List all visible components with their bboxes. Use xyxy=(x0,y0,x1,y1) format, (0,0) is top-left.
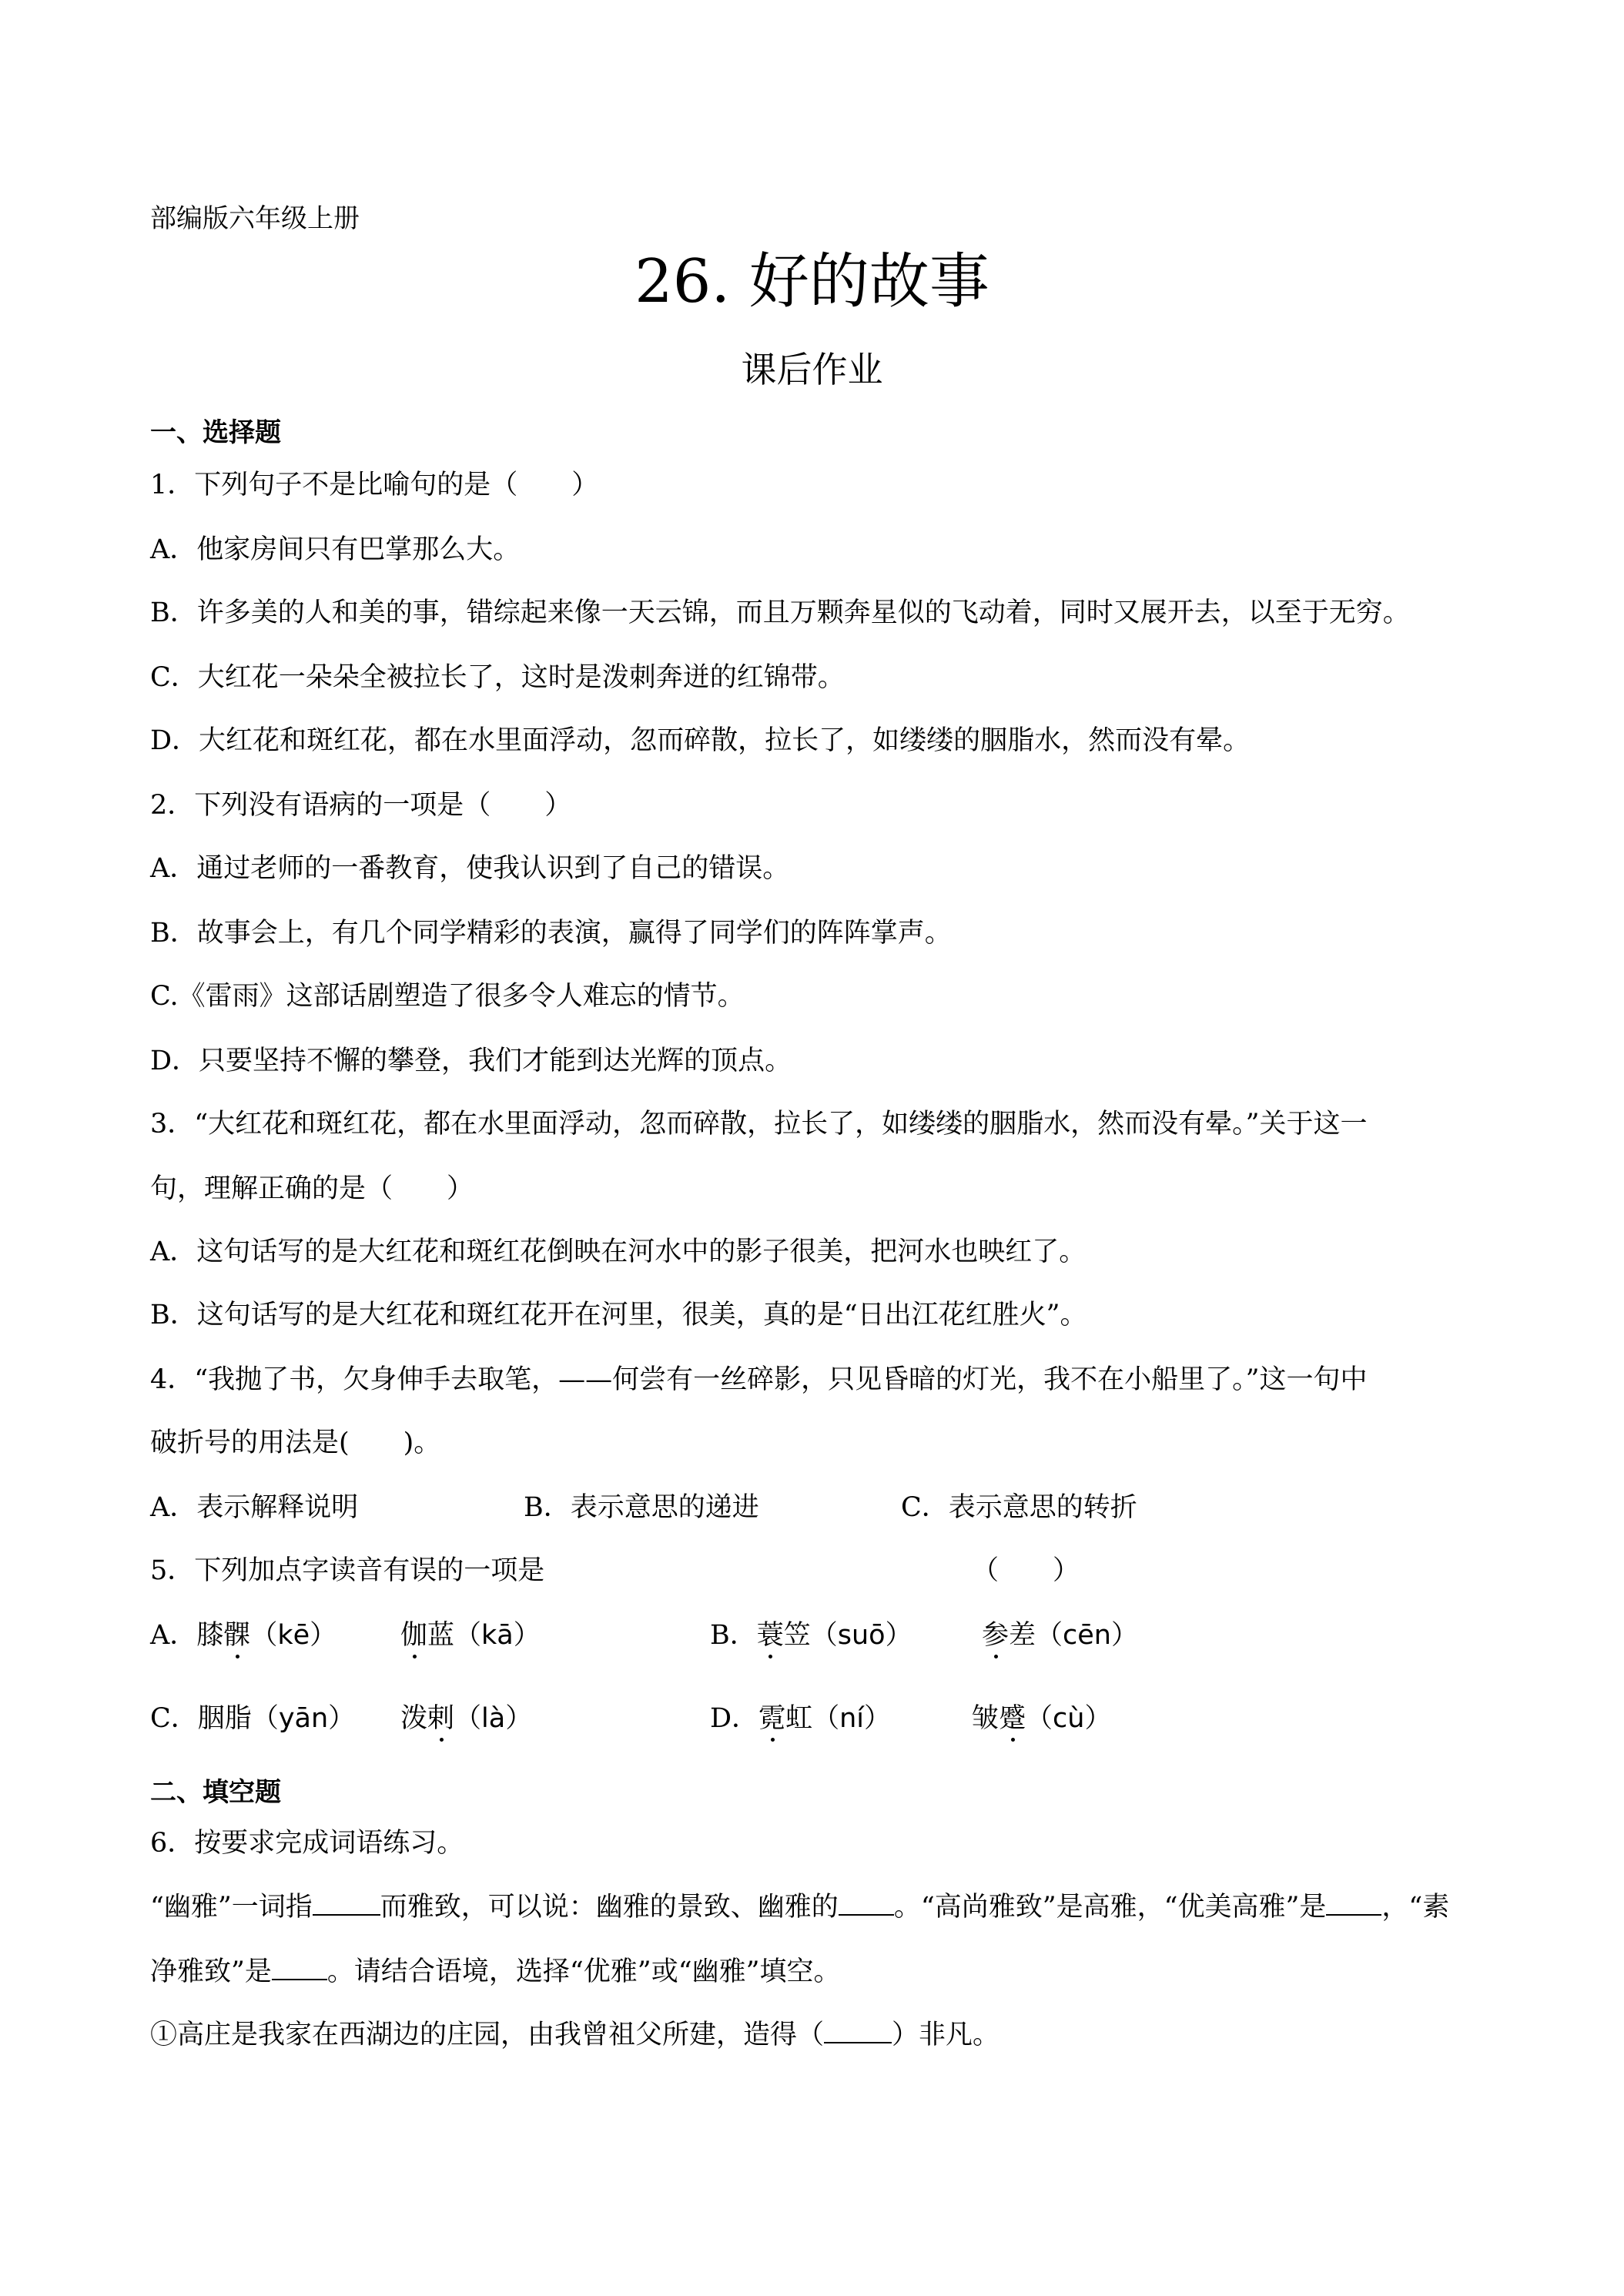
text: ）非凡。 xyxy=(892,2020,1000,2050)
text: 净雅致”是 xyxy=(150,1956,272,1987)
question-2-option-d[interactable]: D．只要坚持不懈的攀登，我们才能到达光辉的顶点。 xyxy=(150,1046,792,1076)
word-char: 皱 xyxy=(972,1703,1000,1734)
dotted-char: 蹙 xyxy=(999,1703,1026,1734)
question-2-option-c[interactable]: C.《雷雨》这部话剧塑造了很多令人难忘的情节。 xyxy=(150,981,745,1012)
question-2-option-a[interactable]: A．通过老师的一番教育，使我认识到了自己的错误。 xyxy=(150,853,790,884)
page-subtitle: 课后作业 xyxy=(741,349,883,390)
question-6-line3 xyxy=(150,2016,1000,2052)
blank-4[interactable] xyxy=(272,1953,327,1980)
word-char: 差 xyxy=(1009,1620,1036,1651)
option-label: C． xyxy=(150,1703,198,1734)
question-5-option-d[interactable] xyxy=(710,1702,891,1735)
question-4-option-c[interactable]: C．表示意思的转折 xyxy=(901,1492,1137,1523)
question-6-stem: 6．按要求完成词语练习。 xyxy=(150,1828,464,1859)
pinyin: （là） xyxy=(454,1703,533,1734)
question-5-option-b[interactable] xyxy=(710,1618,912,1652)
dotted-char: 参 xyxy=(982,1620,1010,1651)
pinyin: （kē） xyxy=(250,1620,337,1651)
blank-1[interactable] xyxy=(313,1888,380,1916)
section-heading-fill: 二、填空题 xyxy=(150,1777,281,1808)
text: ，“素 xyxy=(1381,1892,1450,1923)
section-heading-choice: 一、选择题 xyxy=(150,417,281,448)
blank-2[interactable] xyxy=(839,1888,894,1916)
question-1-option-a[interactable]: A．他家房间只有巴掌那么大。 xyxy=(150,534,521,565)
word-char: 蓝 xyxy=(427,1620,455,1651)
dotted-char: 霓 xyxy=(758,1703,786,1734)
option-label: A． xyxy=(150,1620,197,1651)
dotted-char: 伽 xyxy=(400,1620,428,1651)
pinyin: （cù） xyxy=(1026,1703,1112,1734)
option-label: B． xyxy=(710,1620,757,1651)
pinyin: （cēn） xyxy=(1036,1620,1138,1651)
word-char: 膝 xyxy=(196,1620,224,1651)
question-5-option-d-word2 xyxy=(972,1702,1111,1735)
text: 。“高尚雅致”是高雅，“优美高雅”是 xyxy=(893,1892,1327,1923)
word-char: 笠 xyxy=(783,1620,811,1651)
option-label: D． xyxy=(710,1703,759,1734)
word-char: 泼 xyxy=(400,1703,428,1734)
dotted-char: 蓑 xyxy=(756,1620,784,1651)
question-5-option-b-word2 xyxy=(982,1618,1138,1652)
question-5-stem: 5．下列加点字读音有误的一项是 xyxy=(150,1555,545,1586)
question-3-stem-line1: 3．“大红花和斑红花，都在水里面浮动，忽而碎散，拉长了，如缕缕的胭脂水，然而没有晕。”关于这一 xyxy=(150,1109,1368,1140)
blank-3[interactable] xyxy=(1326,1888,1381,1916)
word-char: 脂 xyxy=(224,1703,252,1734)
question-2-stem: 2．下列没有语病的一项是（ ） xyxy=(150,790,572,821)
blank-5[interactable] xyxy=(824,2016,892,2043)
dotted-char: 剌 xyxy=(427,1703,455,1734)
text: “幽雅”一词指 xyxy=(150,1892,313,1923)
question-5-option-c-word2 xyxy=(400,1702,532,1735)
pinyin: （suō） xyxy=(810,1620,912,1651)
word-char: 虹 xyxy=(785,1703,813,1734)
question-5-option-c[interactable] xyxy=(150,1702,355,1735)
question-5-option-a[interactable] xyxy=(150,1618,337,1652)
question-4-option-b[interactable]: B．表示意思的递进 xyxy=(524,1492,759,1523)
question-1-stem: 1．下列句子不是比喻句的是（ ） xyxy=(150,470,599,500)
publisher-label: 部编版六年级上册 xyxy=(150,203,360,234)
dotted-char: 髁 xyxy=(223,1620,251,1651)
question-2-option-b[interactable]: B．故事会上，有几个同学精彩的表演，赢得了同学们的阵阵掌声。 xyxy=(150,918,952,949)
question-1-option-c[interactable]: C．大红花一朵朵全被拉长了，这时是泼刺奔迸的红锦带。 xyxy=(150,662,845,693)
text: 。请结合语境，选择“优雅”或“幽雅”填空。 xyxy=(326,1956,841,1987)
question-1-option-b[interactable]: B．许多美的人和美的事，错综起来像一天云锦，而且万颗奔星似的飞动着，同时又展开去，以至于无穷。 xyxy=(150,597,1410,628)
pinyin: （yān） xyxy=(251,1703,356,1734)
text: 而雅致，可以说：幽雅的景致、幽雅的 xyxy=(380,1892,839,1923)
question-3-stem-line2: 句，理解正确的是（ ） xyxy=(150,1173,474,1204)
pinyin: （kā） xyxy=(454,1620,541,1651)
question-5-answer-paren: （ ） xyxy=(972,1555,1080,1586)
word-char: 胭 xyxy=(197,1703,225,1734)
question-1-option-d[interactable]: D．大红花和斑红花，都在水里面浮动，忽而碎散，拉长了，如缕缕的胭脂水，然而没有晕。 xyxy=(150,725,1251,756)
question-4-stem-line2: 破折号的用法是( )。 xyxy=(150,1427,441,1458)
question-6-line2 xyxy=(150,1953,840,1989)
page-title: 26. 好的故事 xyxy=(635,247,989,316)
question-5-option-a-word2 xyxy=(400,1618,541,1652)
question-4-stem-line1: 4．“我抛了书，欠身伸手去取笔，——何尝有一丝碎影，只见昏暗的灯光，我不在小船里了。”这一句中 xyxy=(150,1364,1368,1395)
pinyin: （ní） xyxy=(812,1703,892,1734)
text: ①高庄是我家在西湖边的庄园，由我曾祖父所建，造得（ xyxy=(150,2020,825,2050)
question-3-option-b[interactable]: B．这句话写的是大红花和斑红花开在河里，很美，真的是“日出江花红胜火”。 xyxy=(150,1300,1087,1330)
question-4-option-a[interactable]: A．表示解释说明 xyxy=(150,1492,359,1523)
question-3-option-a[interactable]: A．这句话写的是大红花和斑红花倒映在河水中的影子很美，把河水也映红了。 xyxy=(150,1237,1087,1267)
question-6-line1 xyxy=(150,1888,1449,1924)
